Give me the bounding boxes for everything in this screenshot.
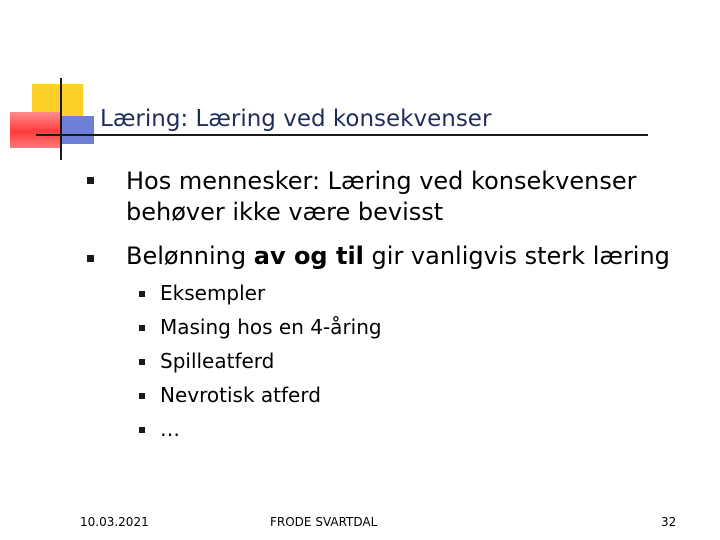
- sub-bullet-1: Eksempler: [160, 281, 266, 305]
- bullet-item-1-line2: behøver ikke være bevisst: [126, 198, 444, 226]
- sub-bullet-5: …: [160, 417, 180, 441]
- sub-bullet-square-icon: [139, 427, 145, 433]
- footer-date: 10.03.2021: [80, 515, 149, 529]
- bullet-item-2: [126, 241, 670, 272]
- sub-bullet-square-icon: [139, 359, 145, 365]
- bullet-item-2-post: gir vanligvis sterk læring: [363, 242, 670, 270]
- bullet-square-icon: [87, 255, 94, 262]
- slide-title: Læring: Læring ved konsekvenser: [100, 106, 492, 132]
- bullet-item-2-pre: Belønning: [126, 242, 254, 270]
- sub-bullet-4: Nevrotisk atferd: [160, 383, 321, 407]
- bullet-item-2-bold: av og til: [253, 242, 364, 270]
- sub-bullet-square-icon: [139, 291, 145, 297]
- sub-bullet-square-icon: [139, 325, 145, 331]
- bullet-square-icon: [87, 177, 94, 184]
- bullet-item-1: [126, 166, 636, 228]
- footer-author: FRODE SVARTDAL: [270, 515, 378, 529]
- bullet-item-1-line1: Hos mennesker: Læring ved konsekvenser: [126, 167, 637, 195]
- footer-page-number: 32: [661, 515, 677, 529]
- sub-bullet-2: Masing hos en 4-åring: [160, 315, 382, 339]
- sub-bullet-square-icon: [139, 393, 145, 399]
- sub-bullet-3: Spilleatferd: [160, 349, 275, 373]
